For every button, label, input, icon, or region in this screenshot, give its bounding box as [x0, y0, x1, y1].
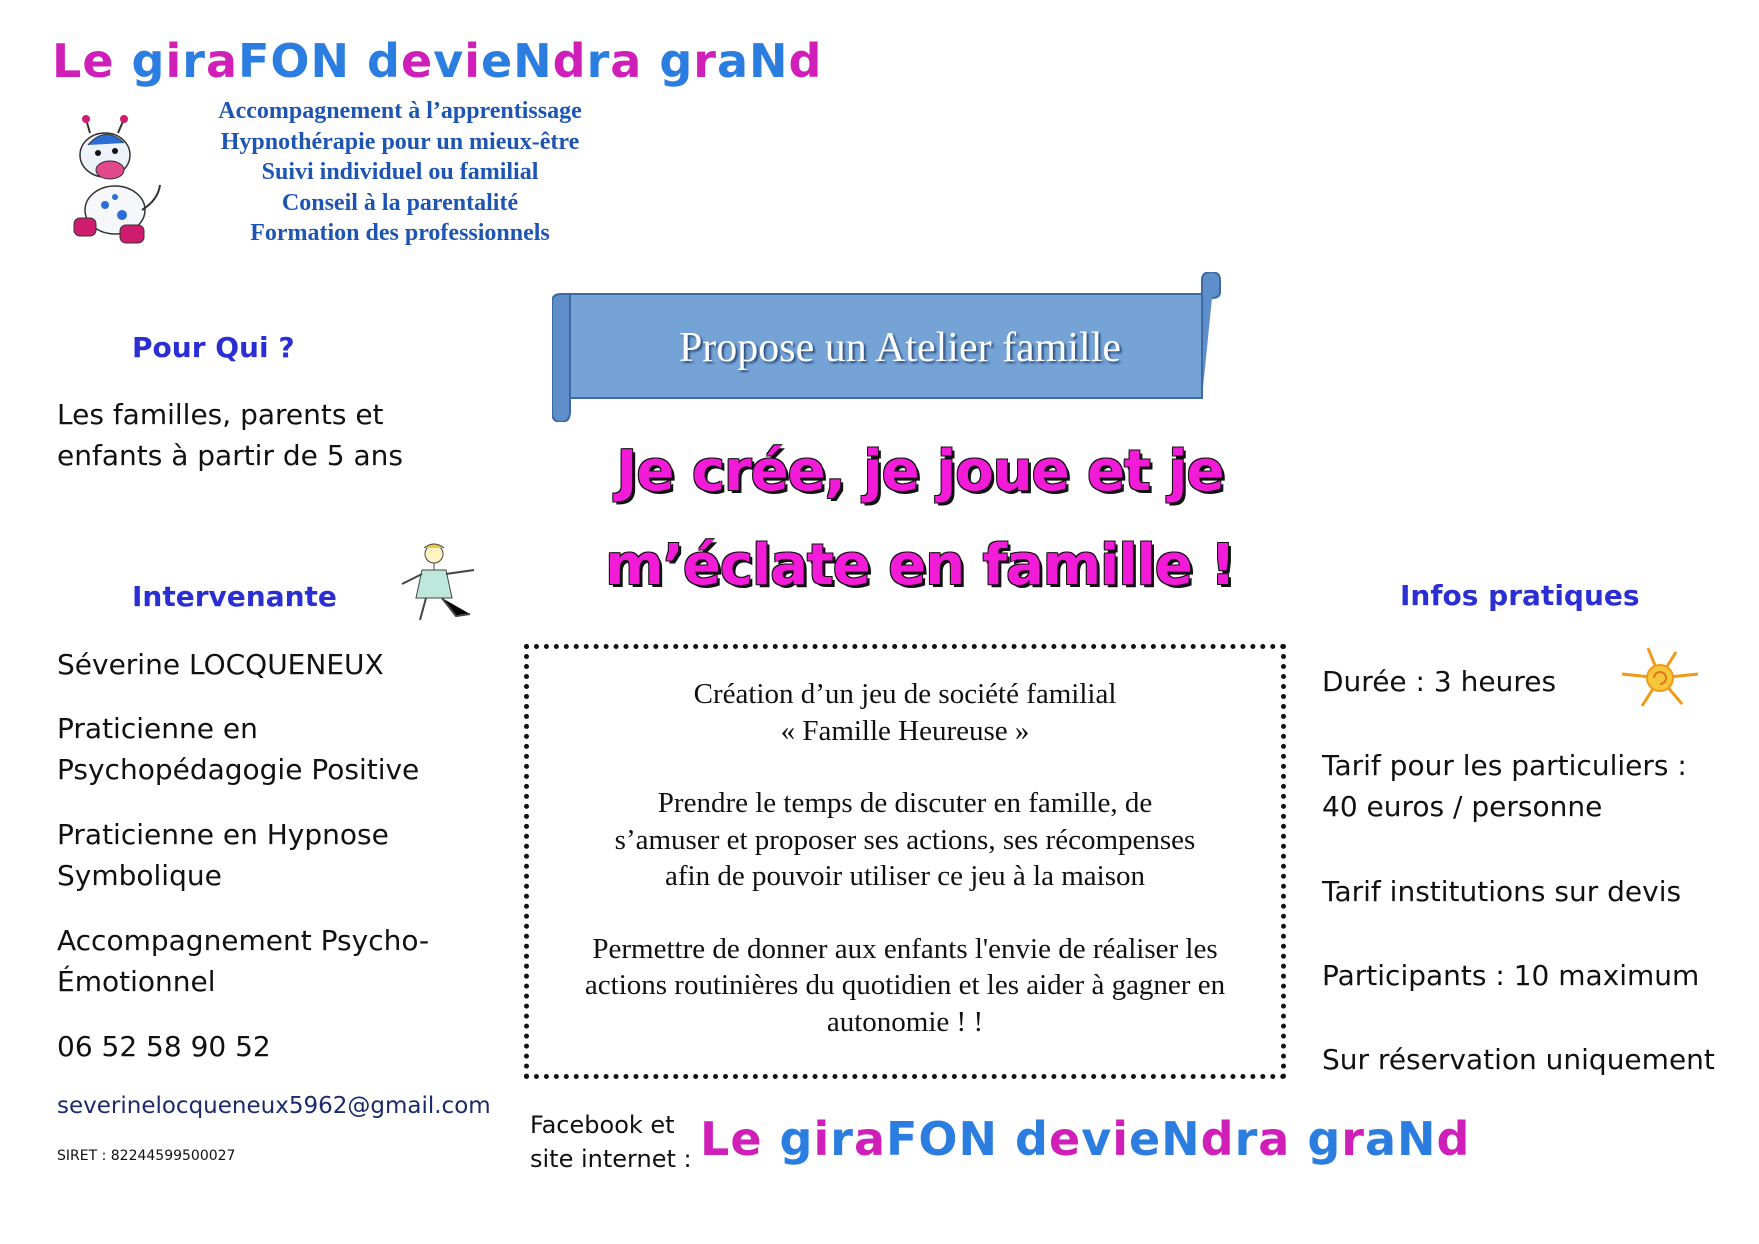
giraffe-mascot-icon	[60, 115, 170, 245]
siret-number: SIRET : 82244599500027	[57, 1148, 236, 1164]
brand-letter: a	[205, 34, 238, 88]
headline-line: Je crée, je joue et je	[616, 439, 1224, 504]
service-item: Accompagnement à l’apprentissage	[218, 98, 582, 124]
brand-letter: N	[310, 34, 351, 88]
infos-duree: Durée : 3 heures	[1322, 665, 1557, 698]
description-line: s’amuser et proposer ses actions, ses récompenses	[614, 823, 1196, 856]
brand-letter: i	[464, 34, 481, 88]
infos-heading: Infos pratiques	[1400, 579, 1640, 612]
role-line: Accompagnement Psycho-	[57, 924, 430, 957]
description-line: Création d’un jeu de société familial	[693, 678, 1117, 710]
brand-letter: d	[1015, 1112, 1049, 1166]
brand-letter: N	[749, 34, 789, 88]
brand-letter	[763, 1112, 780, 1166]
brand-letter: i	[1112, 1112, 1129, 1166]
brand-letter: d	[1436, 1112, 1471, 1166]
headline-line: m’éclate en famille !	[605, 533, 1235, 598]
brand-letter: e	[1048, 1112, 1082, 1166]
brand-letter: a	[1258, 1112, 1291, 1166]
description-line: Prendre le temps de discuter en famille, de	[657, 787, 1153, 819]
brand-letter: N	[958, 1112, 999, 1166]
brand-letter: r	[830, 1112, 854, 1166]
infos-institutions: Tarif institutions sur devis	[1322, 875, 1682, 908]
role-line: Psychopédagogie Positive	[57, 753, 420, 786]
services-list	[185, 96, 615, 249]
role-line: Émotionnel	[57, 965, 216, 998]
email-link[interactable]: severinelocqueneux5962@gmail.com	[57, 1093, 491, 1119]
facebook-label-line: site internet :	[530, 1145, 692, 1173]
brand-letter: a	[853, 1112, 886, 1166]
child-drawing-icon	[400, 540, 480, 628]
description-line: afin de pouvoir utiliser ce jeu à la maison	[665, 860, 1145, 892]
brand-letter: g	[779, 1112, 814, 1166]
brand-letter: e	[480, 34, 514, 88]
pour-qui-heading: Pour Qui ?	[132, 331, 295, 364]
brand-title	[52, 34, 822, 88]
facebook-label	[530, 1108, 692, 1176]
brand-letter: F	[237, 34, 271, 88]
brand-letter: N	[513, 34, 553, 88]
intervenante-role	[57, 814, 389, 896]
brand-letter: i	[165, 34, 183, 88]
brand-letter: g	[131, 34, 166, 88]
pour-qui-text	[57, 394, 403, 476]
brand-letter: d	[367, 34, 401, 88]
banner-title: Propose un Atelier famille	[678, 325, 1122, 371]
service-item: Suivi individuel ou familial	[261, 159, 539, 185]
brand-letter	[642, 34, 659, 88]
infos-reservation: Sur réservation uniquement	[1322, 1043, 1715, 1076]
tarif-line: Tarif pour les particuliers :	[1322, 749, 1687, 782]
brand-letter: r	[693, 34, 717, 88]
brand-letter: e	[400, 34, 434, 88]
service-item: Formation des professionnels	[250, 220, 550, 246]
brand-letter: r	[586, 34, 611, 88]
infos-tarif	[1322, 745, 1687, 827]
description-line: Permettre de donner aux enfants l'envie de réaliser les	[592, 932, 1218, 965]
brand-letter: O	[270, 34, 311, 88]
phone-number: 06 52 58 90 52	[57, 1030, 271, 1063]
brand-letter: r	[1341, 1112, 1365, 1166]
brand-letter: v	[1081, 1112, 1113, 1166]
infos-participants: Participants : 10 maximum	[1322, 959, 1700, 992]
brand-letter: N	[1161, 1112, 1201, 1166]
brand-letter: i	[813, 1112, 831, 1166]
brand-letter: d	[788, 34, 823, 88]
intervenante-role	[57, 708, 419, 790]
brand-letter	[998, 1112, 1015, 1166]
description-line: « Famille Heureuse »	[780, 714, 1030, 747]
brand-letter: O	[918, 1112, 959, 1166]
brand-letter: a	[610, 34, 643, 88]
role-line: Symbolique	[57, 859, 222, 892]
sun-icon	[1618, 644, 1702, 712]
brand-letter	[350, 34, 367, 88]
service-item: Hypnothérapie pour un mieux-être	[220, 128, 580, 155]
brand-letter: N	[1397, 1112, 1437, 1166]
brand-letter: r	[1234, 1112, 1259, 1166]
role-line: Praticienne en	[57, 712, 258, 745]
brand-letter: g	[1307, 1112, 1342, 1166]
intervenante-role	[57, 920, 429, 1002]
headline	[520, 425, 1320, 613]
atelier-description	[540, 676, 1270, 1040]
brand-letter: e	[1128, 1112, 1162, 1166]
brand-letter: g	[659, 34, 694, 88]
brand-letter: a	[1364, 1112, 1398, 1166]
brand-letter	[115, 34, 132, 88]
facebook-label-line: Facebook et	[530, 1111, 675, 1139]
description-line: actions routinières du quotidien et les aider à gagner en	[584, 969, 1226, 1001]
service-item: Conseil à la parentalité	[281, 189, 519, 216]
brand-letter: e	[82, 34, 115, 88]
tarif-line: 40 euros / personne	[1322, 790, 1603, 823]
brand-letter: L	[700, 1112, 731, 1166]
description-line: autonomie ! !	[826, 1005, 984, 1038]
intervenante-name: Séverine LOCQUENEUX	[57, 648, 384, 681]
brand-letter: L	[52, 34, 83, 88]
intervenante-heading: Intervenante	[132, 580, 337, 613]
pour-qui-line: Les familles, parents et	[57, 398, 384, 431]
brand-letter: a	[716, 34, 750, 88]
brand-title-footer[interactable]	[700, 1112, 1470, 1166]
brand-letter: r	[182, 34, 206, 88]
brand-letter: v	[433, 34, 465, 88]
brand-letter: F	[885, 1112, 919, 1166]
brand-letter: d	[552, 34, 587, 88]
pour-qui-line: enfants à partir de 5 ans	[57, 439, 403, 472]
brand-letter	[1290, 1112, 1307, 1166]
brand-letter: e	[730, 1112, 763, 1166]
role-line: Praticienne en Hypnose	[57, 818, 389, 851]
brand-letter: d	[1200, 1112, 1235, 1166]
